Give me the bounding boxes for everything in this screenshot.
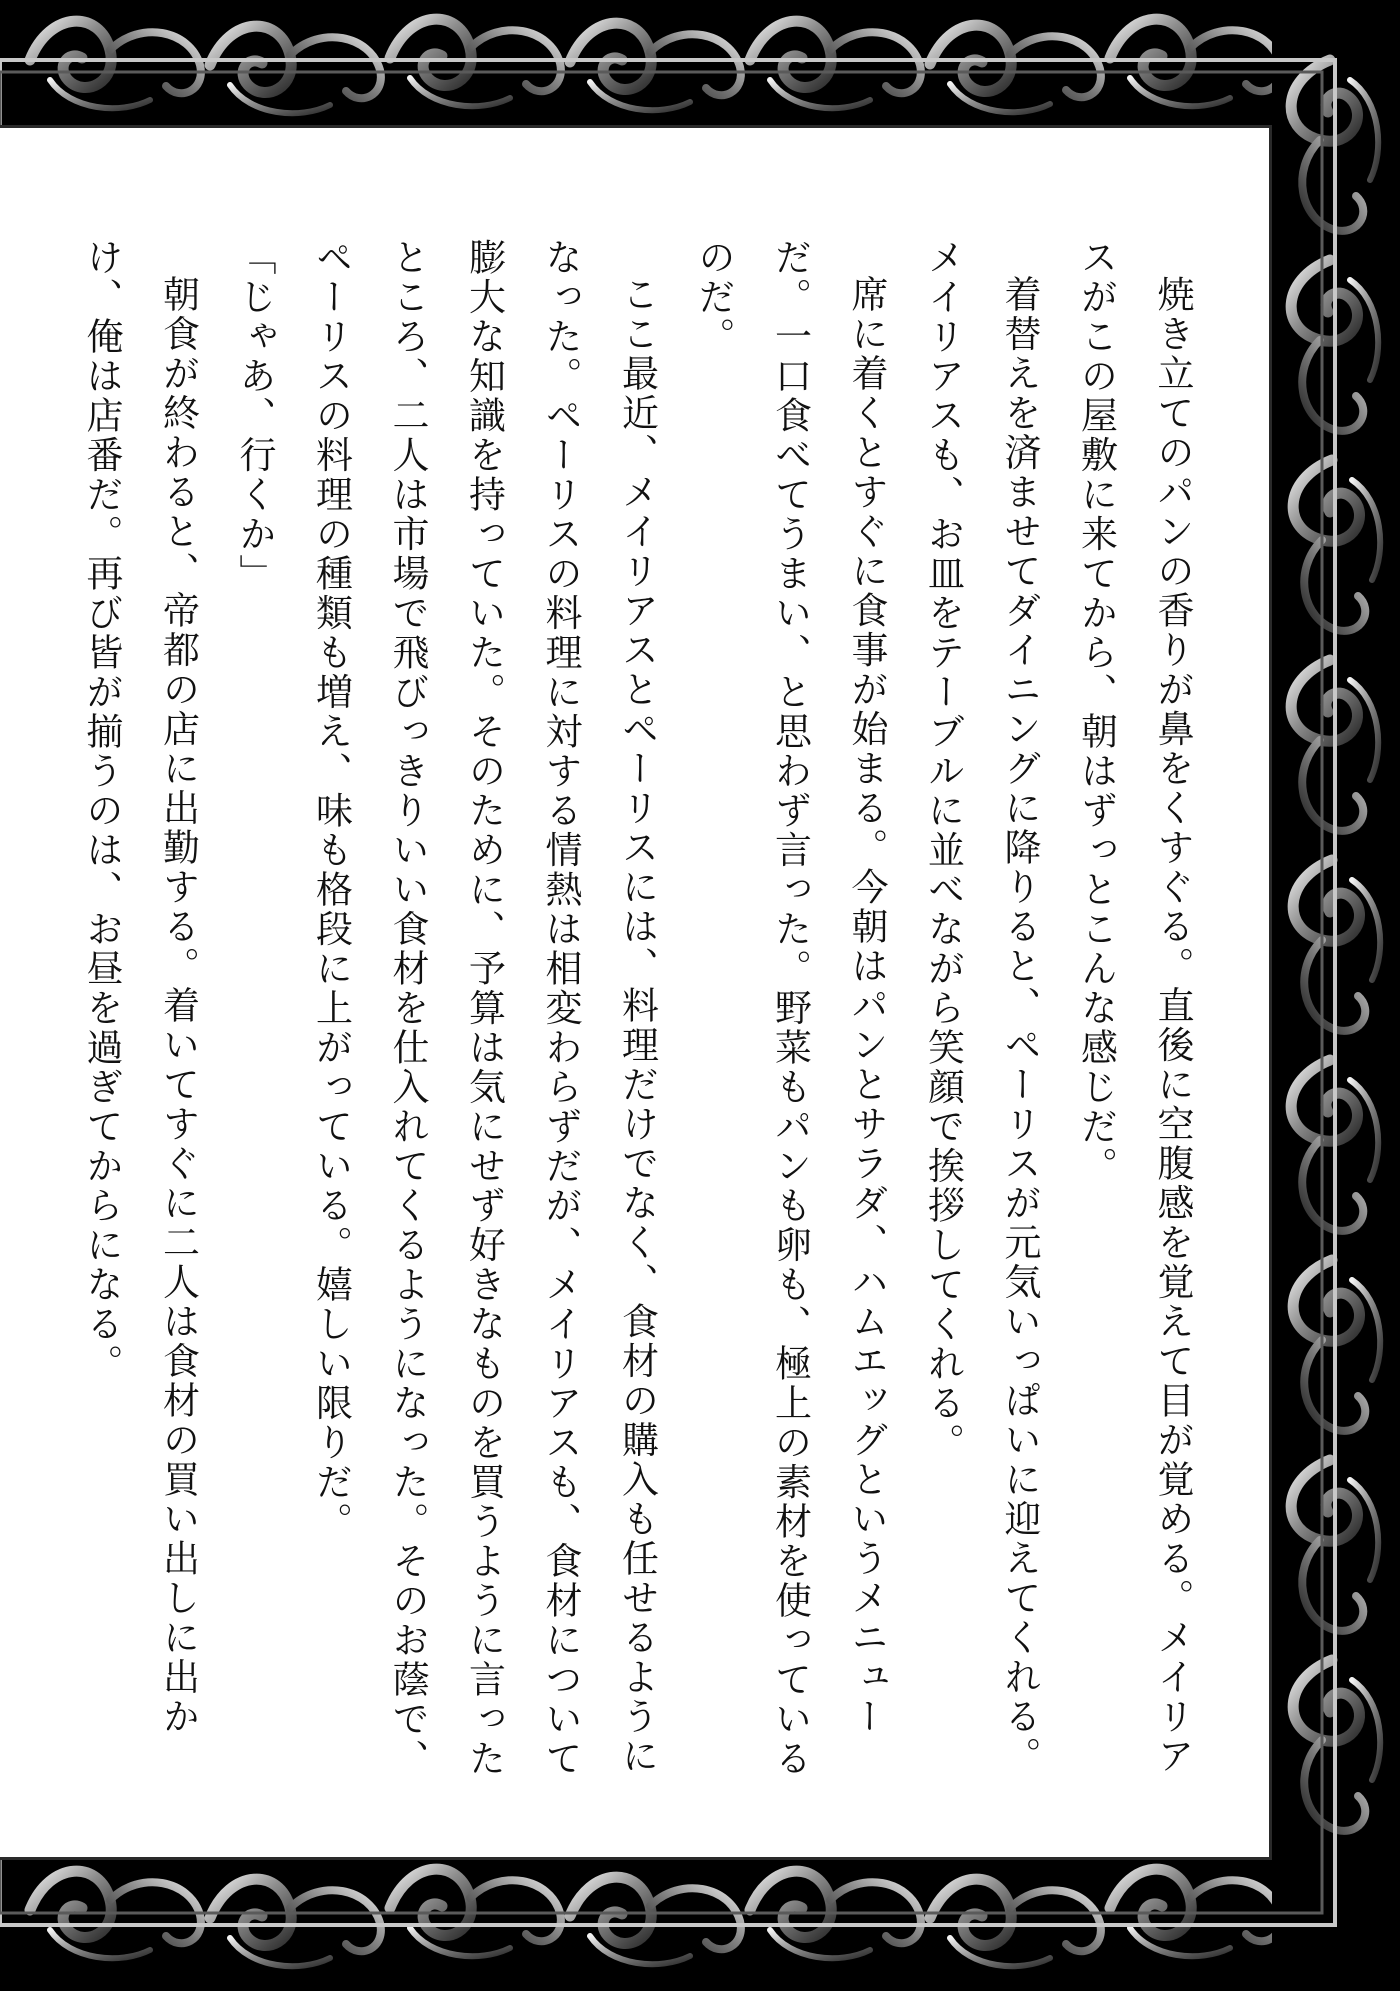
paragraph-5-dialogue: 「じゃあ、行くか」 [233,238,276,594]
paragraph-6: 朝食が終わると、帝都の店に出勤する。着いてすぐに二人は食材の買い出しに出かけ、俺は店番だ。再び皆が揃うのは、お昼を過ぎてからになる。 [80,238,200,1737]
vertical-text-body [80,238,1210,1798]
paragraph-1: 焼き立てのパンの香りが鼻をくすぐる。直後に空腹感を覚えて目が覚める。メイリアスがこの屋敷に来てから、朝はずっとこんな感じだ。 [1074,238,1194,1776]
paragraph-2: 着替えを済ませてダイニングに降りると、ペーリスが元気いっぱいに迎えてくれる。メイリアスも、お皿をテーブルに並べながら笑顔で挨拶してくれる。 [921,238,1041,1776]
paragraph-3: 席に着くとすぐに食事が始まる。今朝はパンとサラダ、ハムエッグというメニューだ。一口食べてうまい、と思わず言った。野菜もパンも卵も、極上の素材を使っているのだ。 [692,238,888,1779]
paragraph-4: ここ最近、メイリアスとペーリスには、料理だけでなく、食材の購入も任せるようになった。ペーリスの料理に対する情熱は相変わらずだが、メイリアスも、食材について膨大な知識を持っていた。そのために、予算は気にせず好きなものを買うように言ったところ、二人は市場で飛びっきりいい食材を仕入れてくるようになった。そのお蔭で、ペーリスの料理の種類も増え、味も格段に上がっている。嬉しい限りだ。 [309,238,659,1779]
